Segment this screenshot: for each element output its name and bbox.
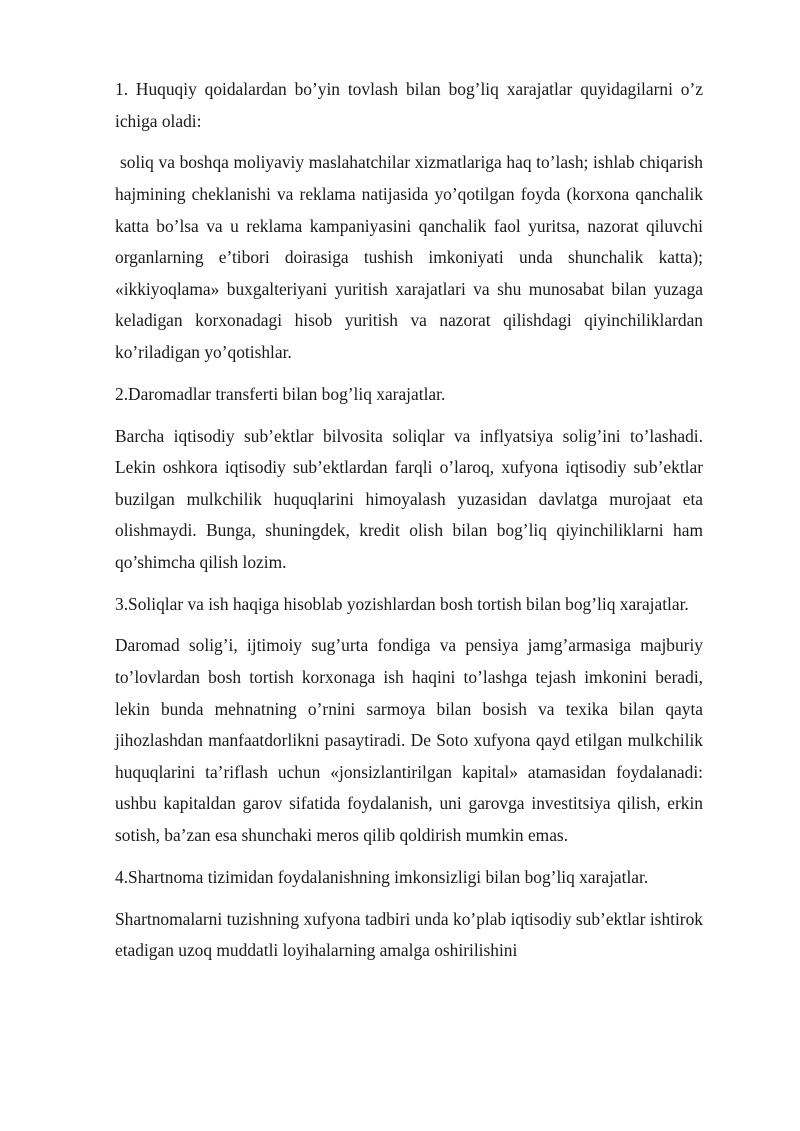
paragraph-body-2: Barcha iqtisodiy sub’ektlar bilvosita soliqlar va inflyatsiya solig’ini to’lashadi. Lekin oshkora iqtisodiy sub’ektlardan farqli o’laroq, xufyona iqtisodiy sub’ektlar buzilgan mulkchilik huquqlarini himoyalash yuzasidan davlatga murojaat eta olishmaydi. Bunga, shuningdek, kredit olish bilan bog’liq qiyinchiliklarni ham qo’shimcha qilish lozim. xyxy=(115,425,703,572)
paragraph-body-1: soliq va boshqa moliyaviy maslahatchilar xizmatlariga haq to’lash; ishlab chiqarish hajmining cheklanishi va reklama natijasida yo’qotilgan foyda (korxona qanchalik katta bo’lsa va u reklama kampaniyasini qanchalik faol yuritsa, nazorat qiluvchi organlarning e’tibori doirasiga tushish imkoniyati unda shunchalik katta); «ikkiyoqlama» buxgalteriyani yuritish xarajatlari va shu munosabat bilan yuzaga keladigan korxonadagi hisob yuritish va nazorat qilishdagi qiyinchiliklardan ko’riladigan yo’qotishlar. xyxy=(115,152,703,362)
paragraph-heading-4: 4.Shartnoma tizimidan foydalanishning imkonsizligi bilan bog’liq xarajatlar. xyxy=(115,866,649,887)
paragraph-heading-3: 3.Soliqlar va ish haqiga hisoblab yozishlardan bosh tortish bilan bog’liq xarajatlar. xyxy=(115,593,689,614)
paragraph-body-3: Daromad solig’i, ijtimoiy sug’urta fondiga va pensiya jamg’armasiga majburiy to’lovlardan bosh tortish korxonaga ish haqini to’lashga tejash imkonini beradi, lekin bunda mehnatning o’rnini sarmoya bilan bosish va texika bilan qayta jihozlashdan manfaatdorlikni pasaytiradi. De Soto xufyona qayd etilgan mulkchilik huquqlarini ta’riflash uchun «jonsizlantirilgan kapital» atamasidan foydalanadi: ushbu kapitaldan garov sifatida foydalanish, uni garovga investitsiya qilish, erkin sotish, ba’zan esa shunchaki meros qilib qoldirish mumkin emas. xyxy=(115,635,703,845)
paragraph-heading-2: 2.Daromadlar transferti bilan bog’liq xarajatlar. xyxy=(115,383,446,404)
document-body xyxy=(115,74,703,977)
paragraph-body-4: Shartnomalarni tuzishning xufyona tadbiri unda ko’plab iqtisodiy sub’ektlar ishtirok etadigan uzoq muddatli loyihalarning amalga oshirilishini xyxy=(115,908,703,961)
paragraph-heading-1: 1. Huquqiy qoidalardan bo’yin tovlash bilan bog’liq xarajatlar quyidagilarni o’z ichiga oladi: xyxy=(115,79,703,131)
